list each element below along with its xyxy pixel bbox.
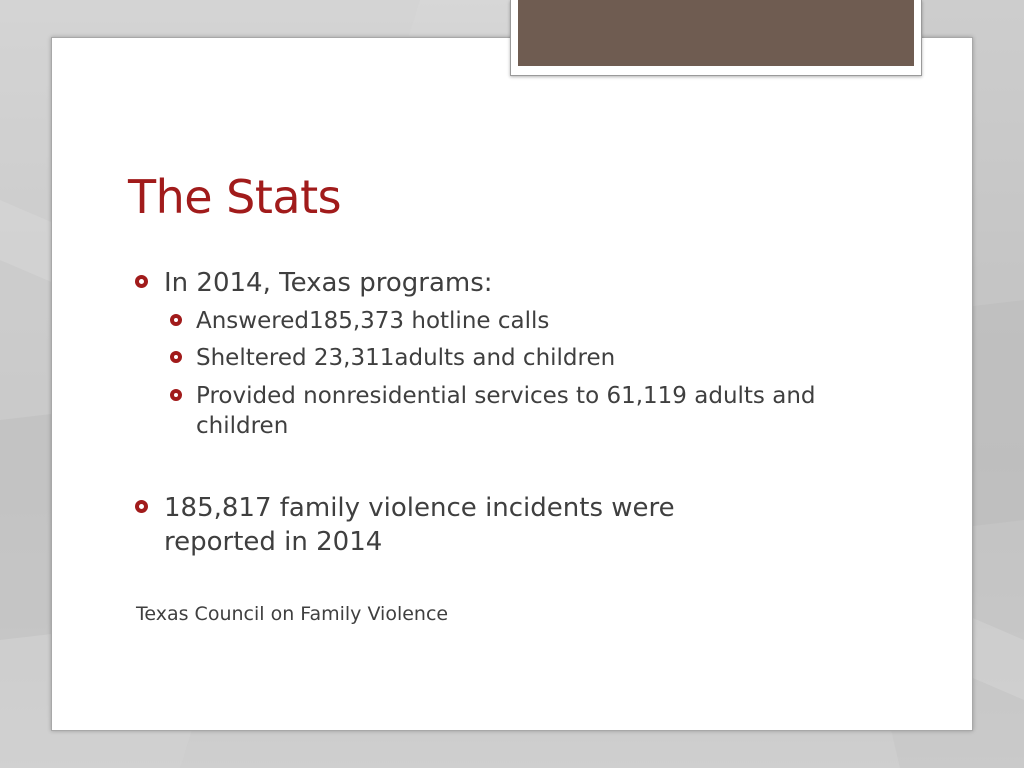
bullet-1-text: In 2014, Texas programs: (164, 268, 493, 298)
sub-bullet-2 (170, 343, 870, 373)
slide-title: The Stats (128, 170, 342, 224)
bullet-marker-icon (135, 275, 148, 288)
sub-bullet-3 (170, 381, 870, 441)
sub-bullet-marker-icon (170, 314, 182, 326)
bullet-2-text: 185,817 family violence incidents were reported in 2014 (164, 493, 675, 557)
sub-bullet-1-text: Answered185,373 hotline calls (196, 308, 550, 334)
sub-bullet-3-text: Provided nonresidential services to 61,119 adults and children (196, 383, 816, 439)
source-citation: Texas Council on Family Violence (136, 603, 449, 625)
bullet-marker-icon (135, 500, 148, 513)
header-accent-frame (510, 0, 922, 76)
sub-bullet-1 (170, 306, 870, 336)
header-accent-bar (518, 0, 914, 66)
bullet-1 (135, 266, 895, 300)
sub-bullet-2-text: Sheltered 23,311adults and children (196, 345, 616, 371)
sub-bullet-marker-icon (170, 389, 182, 401)
bullet-2 (135, 491, 775, 559)
sub-bullet-marker-icon (170, 351, 182, 363)
